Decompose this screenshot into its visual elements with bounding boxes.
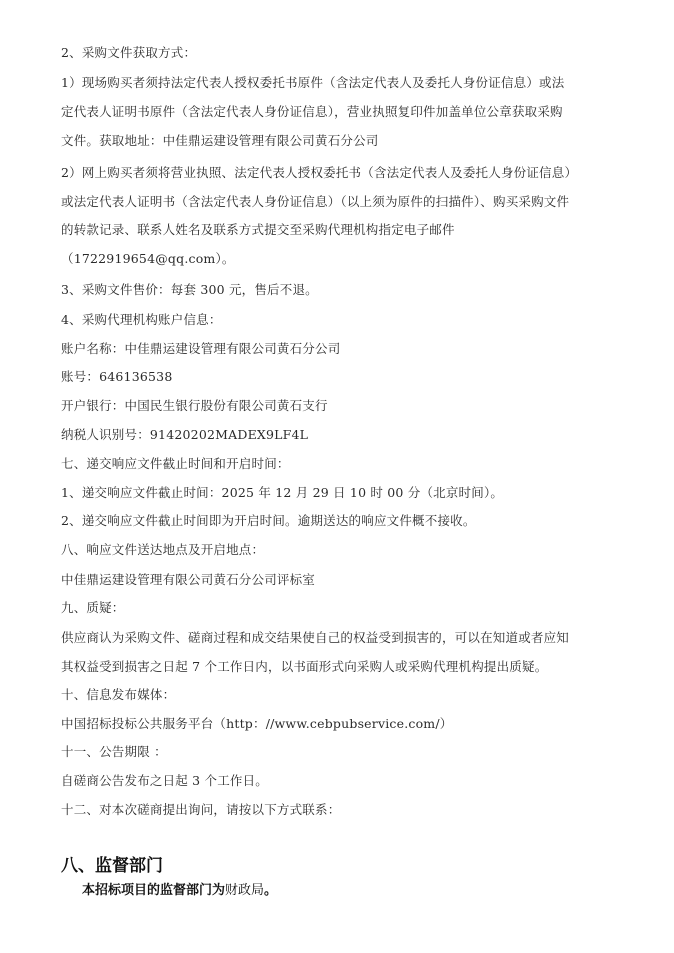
text-line: 十二、对本次磋商提出询问，请按以下方式联系： xyxy=(61,802,341,817)
supervision-prefix: 本招标项目的监督部门为 xyxy=(82,883,226,898)
text-line: 定代表人证明书原件（含法定代表人身份证信息），营业执照复印件加盖单位公章获取采购 xyxy=(61,104,563,119)
text-line: 中国招标投标公共服务平台（http：//www.cebpubservice.com/） xyxy=(61,716,453,731)
text-line: 2）网上购买者须将营业执照、法定代表人授权委托书（含法定代表人及委托人身份证信息） xyxy=(61,165,578,180)
text-line: 3、采购文件售价：每套 300 元，售后不退。 xyxy=(61,282,318,297)
text-line: 1）现场购买者须持法定代表人授权委托书原件（含法定代表人及委托人身份证信息）或法 xyxy=(61,75,565,90)
text-line: 自磋商公告发布之日起 3 个工作日。 xyxy=(61,773,269,788)
text-line: 文件。获取地址：中佳鼎运建设管理有限公司黄石分公司 xyxy=(61,133,379,148)
text-line: 2、采购文件获取方式： xyxy=(61,45,197,60)
text-line: 或法定代表人证明书（含法定代表人身份证信息）（以上须为原件的扫描件）、购买采购文件 xyxy=(61,194,570,209)
text-line: （1722919654@qq.com）。 xyxy=(61,251,235,266)
supervision-text xyxy=(82,879,277,898)
text-line: 供应商认为采购文件、磋商过程和成交结果使自己的权益受到损害的，可以在知道或者应知 xyxy=(61,630,570,645)
text-line: 十一、公告期限 ： xyxy=(61,744,167,759)
text-line: 十、信息发布媒体： xyxy=(61,687,176,702)
supervision-department: 财政局 xyxy=(225,883,265,898)
text-line: 九、质疑： xyxy=(61,600,125,615)
text-line: 八、响应文件送达地点及开启地点： xyxy=(61,542,265,557)
text-line: 账户名称：中佳鼎运建设管理有限公司黄石分公司 xyxy=(61,341,341,356)
text-line: 2、递交响应文件截止时间即为开启时间。逾期送达的响应文件概不接收。 xyxy=(61,513,476,528)
text-line: 开户银行：中国民生银行股份有限公司黄石支行 xyxy=(61,398,328,413)
supervision-heading: 八、监督部门 xyxy=(61,856,163,876)
text-line: 1、递交响应文件截止时间：2025 年 12 月 29 日 10 时 00 分（北京时间）。 xyxy=(61,485,504,500)
text-line: 中佳鼎运建设管理有限公司黄石分公司评标室 xyxy=(61,572,316,587)
text-line: 账号：646136538 xyxy=(61,369,173,384)
text-line: 七、递交响应文件截止时间和开启时间： xyxy=(61,456,290,471)
text-line: 的转款记录、联系人姓名及联系方式提交至采购代理机构指定电子邮件 xyxy=(61,222,455,237)
text-line: 纳税人识别号：91420202MADEX9LF4L xyxy=(61,427,309,442)
supervision-suffix: 。 xyxy=(264,883,278,898)
text-line: 其权益受到损害之日起 7 个工作日内，以书面形式向采购人或采购代理机构提出质疑。 xyxy=(61,659,548,674)
text-line: 4、采购代理机构账户信息： xyxy=(61,312,222,327)
